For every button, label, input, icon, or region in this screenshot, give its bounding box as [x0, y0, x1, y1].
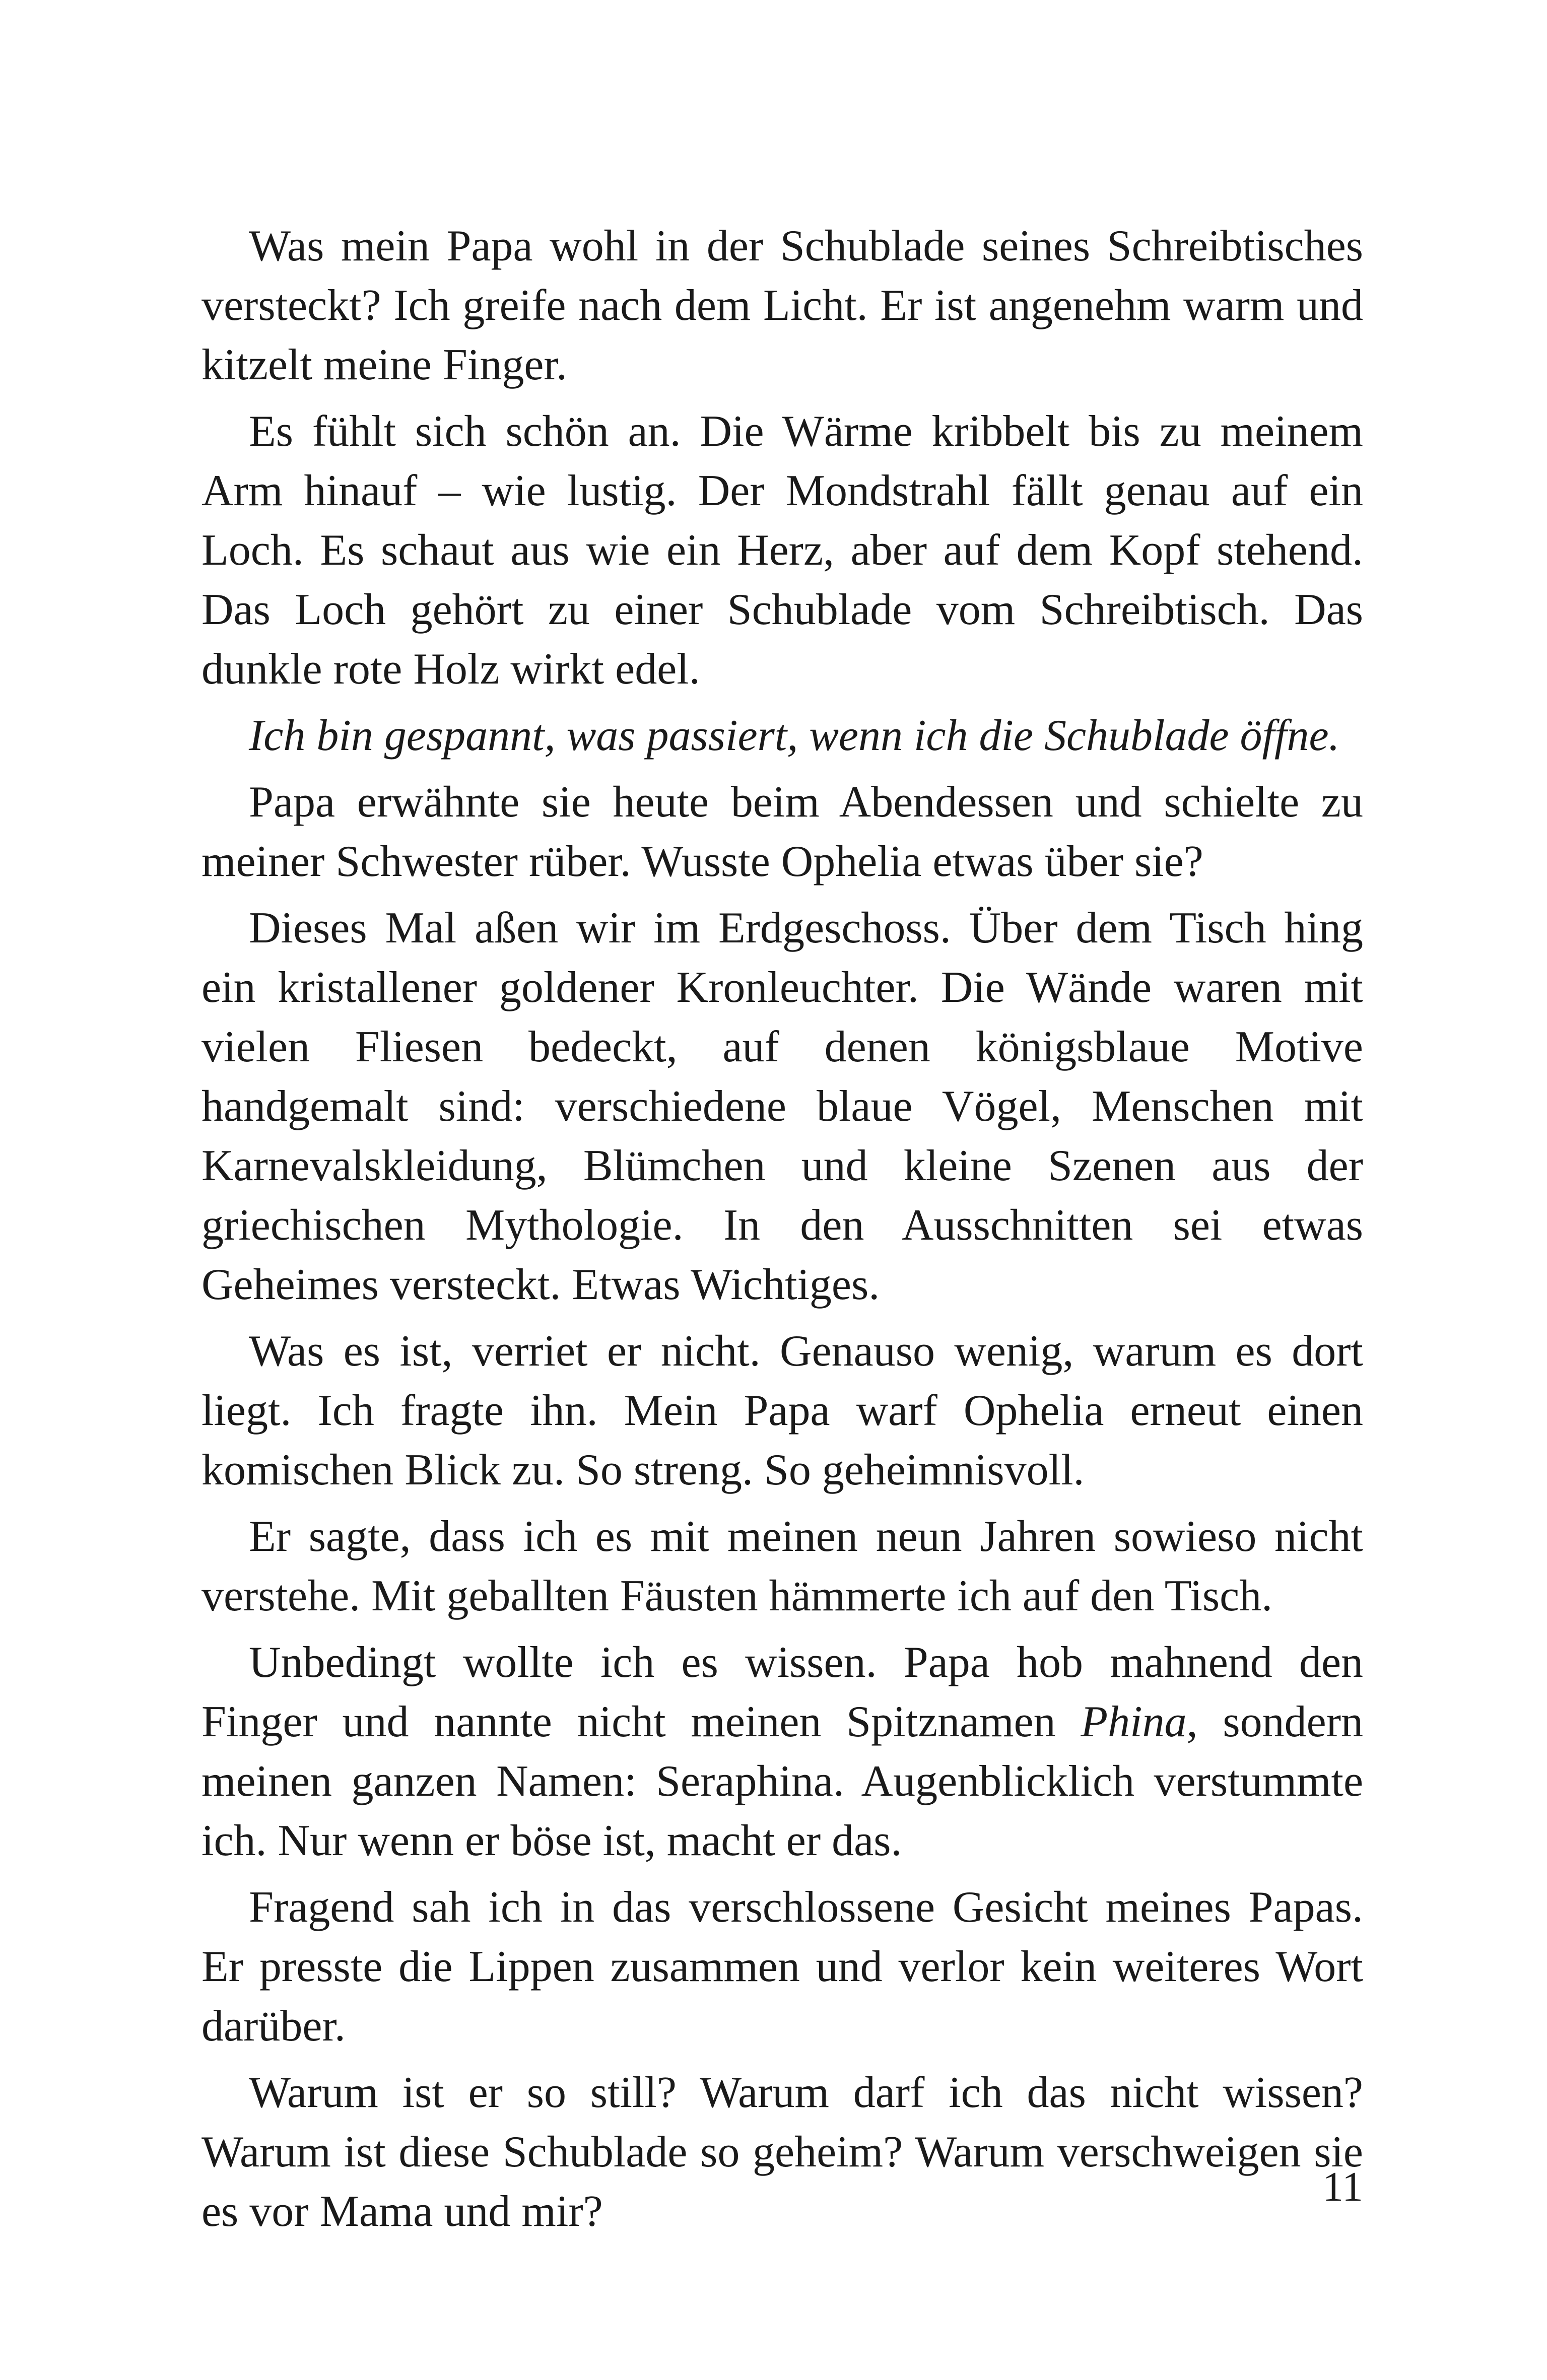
paragraph-3-italic	[201, 706, 1363, 766]
paragraph-7	[201, 1507, 1363, 1626]
nickname-phina: Phina	[1081, 1697, 1187, 1746]
paragraph-6-text: Was es ist, verriet er nicht. Genauso wenig, warum es dort liegt. Ich fragte ihn. Mein Papa warf Ophelia erneut einen komischen Blick zu. So streng. So geheimnisvoll.	[201, 1327, 1363, 1494]
page-number: 11	[1322, 2163, 1363, 2210]
paragraph-10-text: Warum ist er so still? Warum darf ich das nicht wissen? Warum ist diese Schublade so geheim? Warum verschweigen sie es vor Mama und mir?	[201, 2068, 1363, 2236]
paragraph-8-text-b: , sondern meinen ganzen Namen: Seraphina. Augenblicklich verstummte ich. Nur wenn er böse ist, macht er das.	[201, 1697, 1363, 1865]
paragraph-9	[201, 1878, 1363, 2056]
paragraph-10	[201, 2063, 1363, 2241]
paragraph-6	[201, 1322, 1363, 1500]
paragraph-8-text-a: Unbedingt wollte ich es wissen. Papa hob mahnend den Finger und nannte nicht meinen Spitznamen	[201, 1638, 1363, 1746]
paragraph-4	[201, 773, 1363, 892]
paragraph-9-text: Fragend sah ich in das verschlossene Gesicht meines Papas. Er presste die Lippen zusammen und verlor kein weiteres Wort darüber.	[201, 1883, 1363, 2051]
paragraph-5-text: Dieses Mal aßen wir im Erdgeschoss. Über dem Tisch hing ein kristallener goldener Kronleuchter. Die Wände waren mit vielen Fliesen bedeckt, auf denen königsblaue Motive handgemalt sind: verschiedene blaue Vögel, Menschen mit Karnevalskleidung, Blümchen und kleine Szenen aus der griechischen Mythologie. In den Ausschnitten sei etwas Geheimes versteckt. Etwas Wichtiges.	[201, 904, 1363, 1309]
paragraph-1	[201, 217, 1363, 395]
paragraph-8	[201, 1633, 1363, 1871]
paragraph-2-text: Es fühlt sich schön an. Die Wärme kribbelt bis zu meinem Arm hinauf – wie lustig. Der Mondstrahl fällt genau auf ein Loch. Es schaut aus wie ein Herz, aber auf dem Kopf stehend. Das Loch gehört zu einer Schublade vom Schreibtisch. Das dunkle rote Holz wirkt edel.	[201, 407, 1363, 694]
paragraph-5	[201, 899, 1363, 1315]
paragraph-2	[201, 402, 1363, 699]
paragraph-7-text: Er sagte, dass ich es mit meinen neun Jahren sowieso nicht verstehe. Mit geballten Fäusten hämmerte ich auf den Tisch.	[201, 1512, 1363, 1620]
body-text	[201, 217, 1363, 2249]
paragraph-4-text: Papa erwähnte sie heute beim Abendessen und schielte zu meiner Schwester rüber. Wusste Ophelia etwas über sie?	[201, 778, 1363, 886]
paragraph-1-text: Was mein Papa wohl in der Schublade seines Schreibtisches versteckt? Ich greife nach dem Licht. Er ist angenehm warm und kitzelt meine Finger.	[201, 222, 1363, 389]
paragraph-3-text: Ich bin gespannt, was passiert, wenn ich die Schublade öffne.	[249, 711, 1340, 760]
